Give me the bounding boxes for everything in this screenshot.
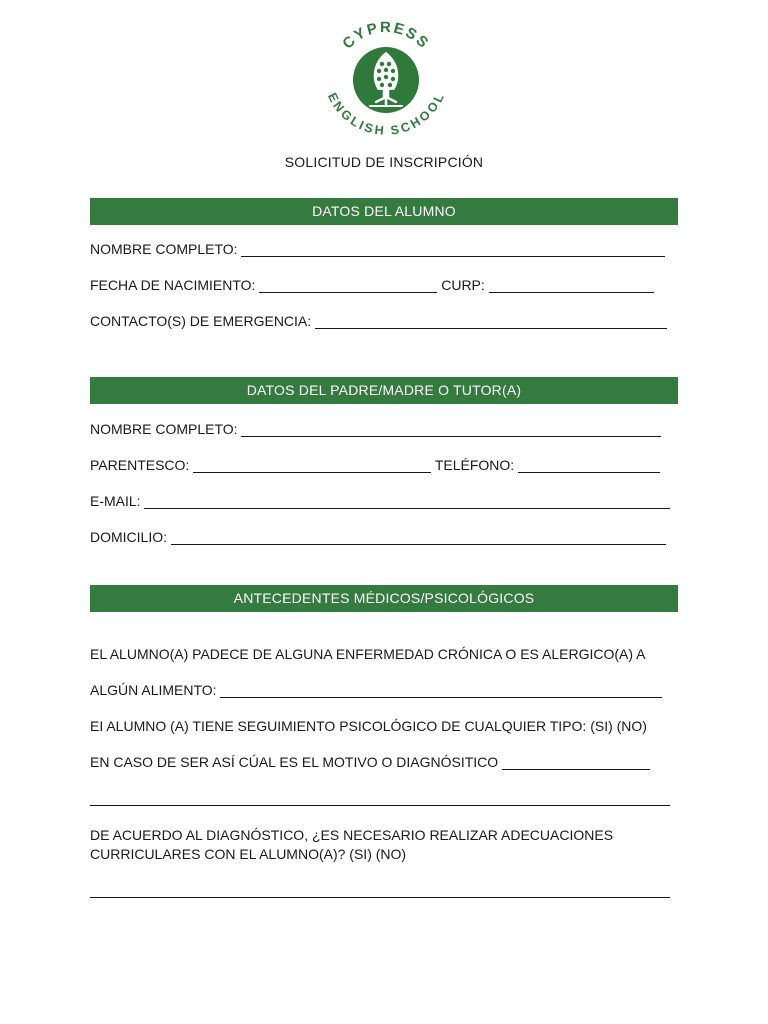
blank-line[interactable] xyxy=(90,897,670,898)
blank-line[interactable] xyxy=(171,530,666,545)
field-label: PARENTESCO: xyxy=(90,457,190,473)
section-header-parent: DATOS DEL PADRE/MADRE O TUTOR(A) xyxy=(90,377,678,404)
field-label: CONTACTO(S) DE EMERGENCIA: xyxy=(90,313,312,329)
field-label: DOMICILIO: xyxy=(90,529,168,545)
field-birthdate-curp[interactable] xyxy=(90,277,654,294)
field-label: CURP: xyxy=(441,277,485,293)
blank-line[interactable] xyxy=(489,278,654,293)
cypress-school-logo xyxy=(324,18,448,142)
blank-line[interactable] xyxy=(241,422,661,437)
field-label: NOMBRE COMPLETO: xyxy=(90,421,238,437)
blank-line[interactable] xyxy=(220,683,662,698)
field-relationship-phone[interactable] xyxy=(90,457,660,474)
field-label: E-MAIL: xyxy=(90,493,141,509)
field-label: ALGÚN ALIMENTO: xyxy=(90,682,217,698)
logo-bottom-text: ENGLISH SCHOOL xyxy=(324,90,448,138)
blank-line[interactable] xyxy=(502,755,650,770)
blank-line[interactable] xyxy=(259,278,437,293)
field-diagnosis[interactable] xyxy=(90,754,650,771)
blank-line[interactable] xyxy=(241,242,665,257)
blank-line[interactable] xyxy=(193,458,431,473)
field-label: FECHA DE NACIMIENTO: xyxy=(90,277,256,293)
blank-line[interactable] xyxy=(144,494,670,509)
field-label: TELÉFONO: xyxy=(434,457,515,473)
field-emergency-contact[interactable] xyxy=(90,313,667,330)
field-label: NOMBRE COMPLETO: xyxy=(90,241,238,257)
field-student-name[interactable] xyxy=(90,241,665,258)
section-header-medical: ANTECEDENTES MÉDICOS/PSICOLÓGICOS xyxy=(90,585,678,612)
section-header-student: DATOS DEL ALUMNO xyxy=(90,198,678,225)
question-chronic-illness: EL ALUMNO(A) PADECE DE ALGUNA ENFERMEDAD CRÓNICA O ES ALERGICO(A) A xyxy=(90,646,646,662)
page-title: SOLICITUD DE INSCRIPCIÓN xyxy=(284,154,484,170)
field-address[interactable] xyxy=(90,529,666,546)
logo-top-text: CYPRESS xyxy=(339,18,433,53)
blank-line[interactable] xyxy=(90,805,670,806)
question-psych-followup: EI ALUMNO (A) TIENE SEGUIMIENTO PSICOLÓGICO DE CUALQUIER TIPO: (SI) (NO) xyxy=(90,718,647,734)
question-curricular-adaptations: DE ACUERDO AL DIAGNÓSTICO, ¿ES NECESARIO REALIZAR ADECUACIONES CURRICULARES CON EL ALUMNO(A)? (SI) (NO) xyxy=(90,827,614,862)
field-label: EN CASO DE SER ASÍ CÚAL ES EL MOTIVO O DIAGNÓSITICO xyxy=(90,754,499,770)
blank-line[interactable] xyxy=(518,458,660,473)
field-email[interactable] xyxy=(90,493,670,510)
field-parent-name[interactable] xyxy=(90,421,661,438)
field-food-allergy[interactable] xyxy=(90,682,662,699)
blank-line[interactable] xyxy=(315,314,667,329)
